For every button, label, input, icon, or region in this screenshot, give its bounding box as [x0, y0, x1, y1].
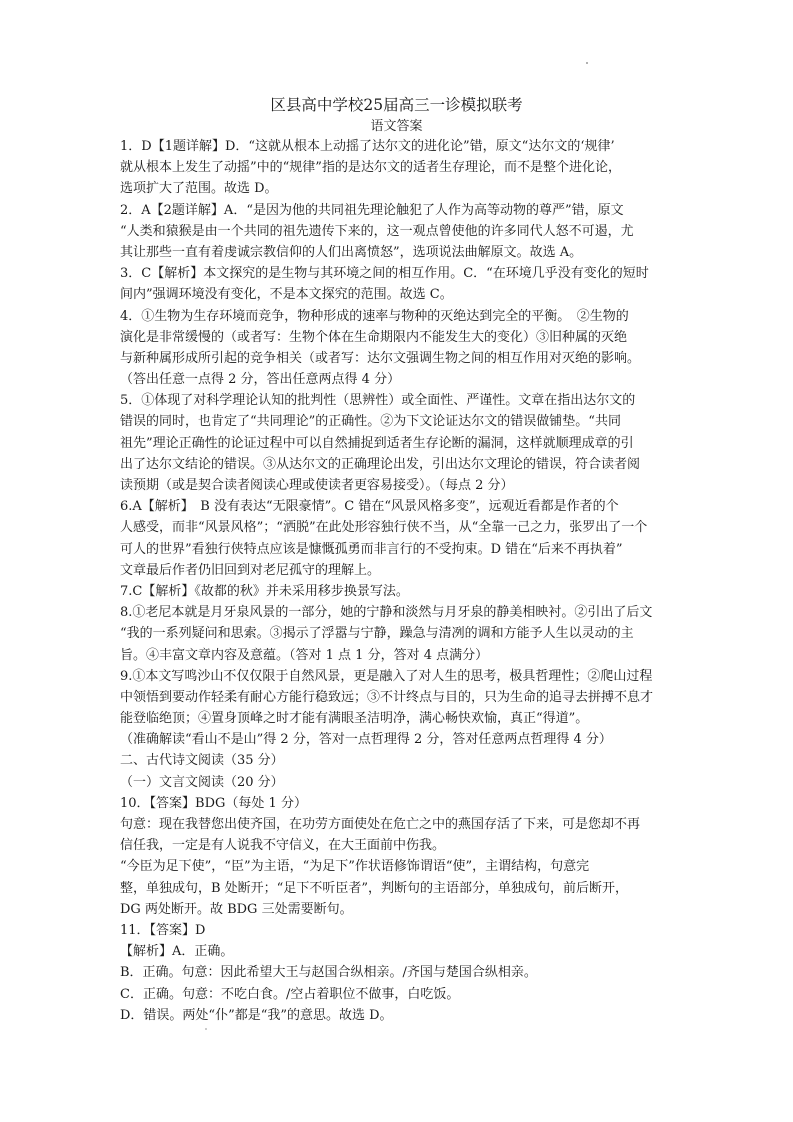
text-line: 1．D【1题详解】D．“这就从根本上动摇了达尔文的进化论”错，原文“达尔文的‘规律’: [120, 139, 615, 154]
text-line: 3．C【解析】本文探究的是生物与其环境之间的相互作用。C．“在环境几乎没有变化的短时: [120, 266, 649, 282]
text-line: 4．①生物为生存环境而竞争，物种形成的速率与物种的灭绝达到完全的平衡。 ②生物的: [120, 308, 629, 324]
text-line: 读预期（或是契合读者阅读心理或使读者更容易接受）。（每点 2 分）: [120, 478, 514, 493]
answer-body: [120, 136, 680, 1047]
text-line: 人感受，而非“风景风格”；“洒脱”在此处形容独行侠不当，从“全靠一己之力，张罗出了一个: [120, 520, 648, 536]
scan-speck: [586, 62, 588, 64]
text-line: 5．①体现了对科学理论认知的批判性（思辨性）或全面性、严谨性。文章在指出达尔文的: [120, 393, 636, 409]
text-line: 7.C【解析】《故都的秋》并未采用移步换景写法。: [120, 583, 409, 599]
text-line: 整，单独成句，B 处断开；“足下不听臣者”，判断句的主语部分，单独成句，前后断开，: [120, 880, 628, 896]
text-line: 旨。④丰富文章内容及意蕴。（答对 1 点 1 分，答对 4 点满分）: [120, 647, 489, 663]
text-line: “人类和猿猴是由一个共同的祖先遗传下来的，这一观点曾使他的许多同代人怒不可遏，尤: [120, 223, 634, 239]
text-line: 间内”强调环境没有变化，不是本文探究的范围。故选 C。: [120, 287, 453, 303]
text-line: B．正确。句意：因此希望大王与赵国合纵相亲。/齐国与楚国合纵相亲。: [120, 965, 537, 981]
text-line: 其让那些一直有着虔诚宗教信仰的人们出离愤怒”，选项说法曲解原文。故选 A。: [120, 244, 583, 260]
text-line: 能登临绝顶；④置身顶峰之时才能有满眼圣洁明净，满心畅快欢愉，真正“得道”。: [120, 711, 589, 727]
text-line: 9.①本文写鸣沙山不仅仅限于自然风景，更是融入了对人生的思考，极具哲理性；②爬山过程: [120, 668, 653, 684]
text-line: 演化是非常缓慢的（或者写：生物个体在生命期限内不能发生大的变化）③旧种属的灭绝: [120, 329, 628, 345]
text-line: “我的一系列疑问和思索。③揭示了浮嚣与宁静，躁急与清冽的调和方能予人生以灵动的主: [120, 626, 634, 642]
text-line: “今臣为足下使”，“臣”为主语，“为足下”作状语修饰谓语“使”，主谓结构，句意完: [120, 859, 590, 875]
text-line: 可人的世界”看独行侠特点应该是慷慨孤勇而非言行的不受拘束。D 错在“后来不再执着”: [120, 541, 623, 557]
text-line: D．错误。两处“仆”都是“我”的意思。故选 D。: [120, 1007, 393, 1023]
text-line: 句意：现在我替您出使齐国，在功劳方面使处在危亡之中的燕国存活了下来，可是您却不再: [120, 817, 641, 832]
text-line: 10．【答案】BDG（每处 1 分）: [120, 795, 307, 811]
document-title: 区县高中学校25届高三一诊模拟联考: [270, 96, 523, 114]
text-line: 6.A【解析】 B 没有表达“无限豪情”。C 错在“风景风格多变”，远观近看都是作者的个: [120, 499, 619, 515]
document-subtitle: 语文答案: [370, 119, 423, 134]
text-line: （答出任意一点得 2 分，答出任意两点得 4 分）: [120, 372, 401, 388]
scan-speck: [205, 1028, 207, 1030]
text-line: C．正确。句意：不吃白食。/空占着职位不做事，白吃饭。: [120, 986, 460, 1002]
text-line: 11．【答案】D: [120, 922, 206, 938]
text-line: 8.①老尼本就是月牙泉风景的一部分，她的宁静和淡然与月牙泉的静美相映衬。②引出了后文: [120, 605, 653, 621]
text-line: 中领悟到要动作轻柔有耐心方能行稳致远；③不计终点与目的，只为生命的追寻去拼搏不息才: [120, 689, 654, 705]
text-line: 【解析】A．正确。: [120, 944, 234, 960]
text-line: 与新种属形成所引起的竞争相关（或者写：达尔文强调生物之间的相互作用对灭绝的影响。: [120, 350, 641, 366]
text-line: 就从根本上发生了动摇”中的“规律”指的是达尔文的适者生存理论，而不是整个进化论，: [120, 160, 621, 176]
text-line: 选项扩大了范围。故选 D。: [120, 181, 278, 197]
text-line: DG 两处断开。故 BDG 三处需要断句。: [120, 901, 353, 917]
section-heading: （一）文言文阅读（20 分）: [120, 774, 284, 790]
text-line: 错误的同时，也肯定了“共同理论”的正确性。②为下文论证达尔文的错误做铺垫。“共同: [120, 414, 621, 430]
text-line: （准确解读“看山不是山”得 2 分，答对一点哲理得 2 分，答对任意两点哲理得 4 分）: [120, 732, 612, 748]
text-line: 2．A【2题详解】A．“是因为他的共同祖先理论触犯了人作为高等动物的尊严”错，原文: [120, 202, 624, 218]
text-line: 信任我，一定是有人说我不守信义，在大王面前中伤我。: [120, 838, 446, 854]
text-line: [120, 1026, 680, 1047]
text-line: 祖先”理论正确性的论证过程中可以自然捕捉到适者生存论断的漏洞，这样就顺理成章的引: [120, 435, 634, 451]
section-heading: 二、古代诗文阅读（35 分）: [120, 753, 284, 769]
text-line: 出了达尔文结论的错误。③从达尔文的正确理论出发，引出达尔文理论的错误，符合读者阅: [120, 456, 641, 472]
text-line: 文章最后作者仍旧回到对老尼孤守的理解上。: [120, 562, 381, 578]
